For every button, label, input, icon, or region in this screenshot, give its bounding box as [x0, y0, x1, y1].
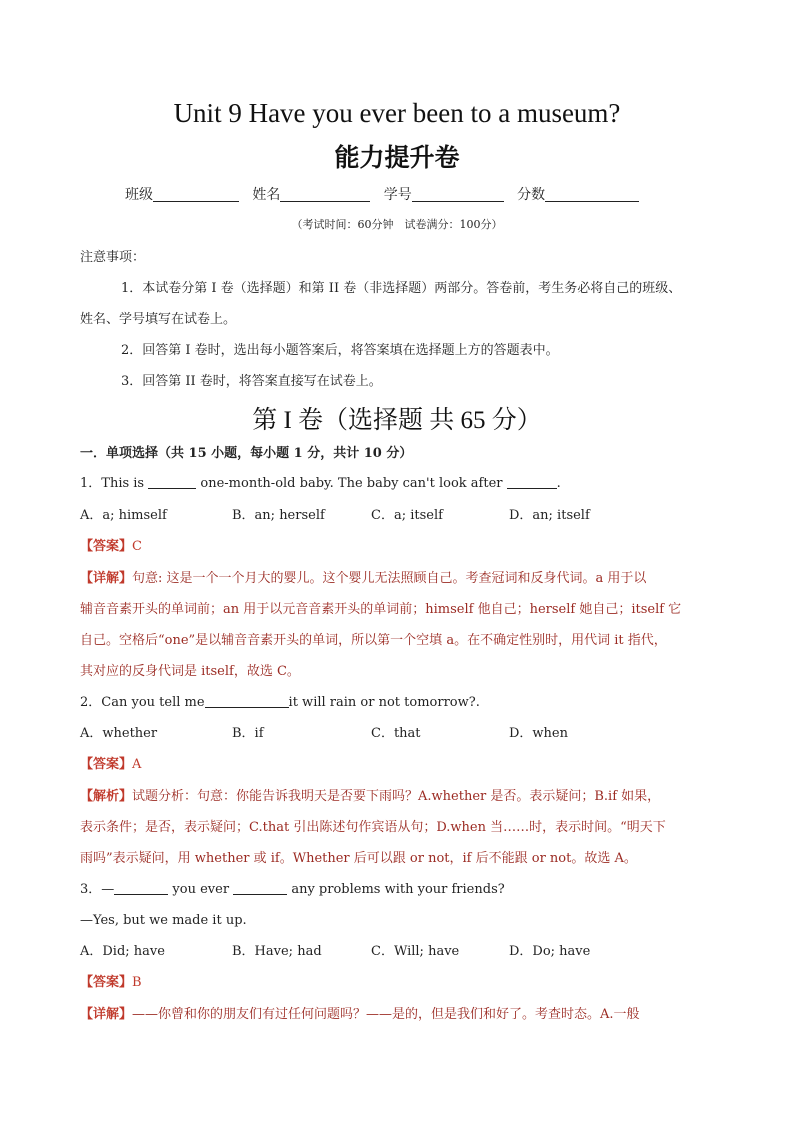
page-subtitle: 能力提升卷 — [334, 143, 460, 172]
score-blank[interactable] — [545, 187, 639, 202]
question-2-explanation-line: 【解析】试题分析：句意：你能告诉我明天是否要下雨吗？A.whether 是否。表示疑问；B.if 如果， — [80, 789, 661, 804]
question-3-stem: 3．— you ever any problems with your friends? — [80, 882, 505, 897]
notice-item-1-cont: 姓名、学号填写在试卷上。 — [80, 312, 237, 327]
question-2-option-a[interactable]: A．whether — [80, 726, 158, 741]
question-1-option-c[interactable]: C．a; itself — [371, 508, 443, 523]
student-id-label: 学号 — [383, 187, 412, 203]
question-3-answer: 【答案】B — [80, 975, 142, 990]
section-heading: 一．单项选择（共 15 小题，每小题 1 分，共计 10 分） — [80, 446, 413, 461]
class-blank[interactable] — [153, 187, 239, 202]
question-1-explanation-line: 其对应的反身代词是 itself，故选 C。 — [80, 664, 300, 679]
question-2-option-b[interactable]: B．if — [232, 726, 264, 741]
notice-item-1: 1．本试卷分第 I 卷（选择题）和第 II 卷（非选择题）两部分。答卷前，考生务必将自己的班级、 — [121, 281, 682, 296]
page-title: Unit 9 Have you ever been to a museum? — [173, 98, 621, 128]
name-label: 姓名 — [252, 187, 281, 203]
exam-info: （考试时间：60分钟 试卷满分：100分） — [291, 218, 503, 231]
answer-blank[interactable] — [205, 695, 289, 708]
part-title: 第 I 卷（选择题 共 65 分） — [252, 407, 542, 434]
question-1-stem: 1．This is one-month-old baby. The baby can't look after . — [80, 476, 561, 491]
question-2-option-c[interactable]: C．that — [371, 726, 421, 741]
question-2-stem: 2．Can you tell me it will rain or not tomorrow?. — [80, 695, 480, 710]
score-label: 分数 — [517, 187, 546, 203]
answer-blank[interactable] — [148, 476, 196, 489]
question-3-option-b[interactable]: B．Have; had — [232, 944, 322, 959]
question-2-explanation-line: 表示条件；是否，表示疑问；C.that 引出陈述句作宾语从句；D.when 当……时，表示时间。“明天下 — [80, 820, 666, 835]
answer-blank[interactable] — [233, 882, 287, 895]
question-3-reply: —Yes, but we made it up. — [80, 913, 247, 928]
question-2-option-d[interactable]: D．when — [509, 726, 568, 741]
notice-item-2: 2．回答第 I 卷时，选出每小题答案后，将答案填在选择题上方的答题表中。 — [121, 343, 559, 358]
question-1-explanation-line: 【详解】句意: 这是一个一个月大的婴儿。这个婴儿无法照顾自己。考查冠词和反身代词。a 用于以 — [80, 571, 647, 586]
question-3-option-a[interactable]: A．Did; have — [80, 944, 165, 959]
question-3-explanation-line: 【详解】——你曾和你的朋友们有过任何问题吗？——是的，但是我们和好了。考查时态。A.一般 — [80, 1007, 640, 1022]
question-3-option-d[interactable]: D．Do; have — [509, 944, 591, 959]
question-3-option-c[interactable]: C．Will; have — [371, 944, 460, 959]
question-2-explanation-line: 雨吗”表示疑问，用 whether 或 if。Whether 后可以跟 or not，if 后不能跟 or not。故选 A。 — [80, 851, 637, 866]
question-1-option-d[interactable]: D．an; itself — [509, 508, 590, 523]
question-1-option-a[interactable]: A．a; himself — [80, 508, 167, 523]
question-1-explanation-line: 自己。空格后“one”是以辅音音素开头的单词，所以第一个空填 a。在不确定性别时，用代词 it 指代， — [80, 633, 667, 648]
notice-item-3: 3．回答第 II 卷时，将答案直接写在试卷上。 — [121, 374, 382, 389]
student-info-line — [125, 184, 639, 204]
question-1-option-b[interactable]: B．an; herself — [232, 508, 325, 523]
name-blank[interactable] — [280, 187, 370, 202]
answer-blank[interactable] — [114, 882, 168, 895]
student-id-blank[interactable] — [412, 187, 504, 202]
notice-heading: 注意事项： — [80, 250, 146, 265]
question-1-answer: 【答案】C — [80, 539, 142, 554]
question-1-explanation-line: 辅音音素开头的单词前；an 用于以元音音素开头的单词前；himself 他自己；herself 她自己；itself 它 — [80, 602, 682, 617]
question-2-answer: 【答案】A — [80, 757, 142, 772]
class-label: 班级 — [125, 187, 153, 203]
answer-blank[interactable] — [507, 476, 557, 489]
